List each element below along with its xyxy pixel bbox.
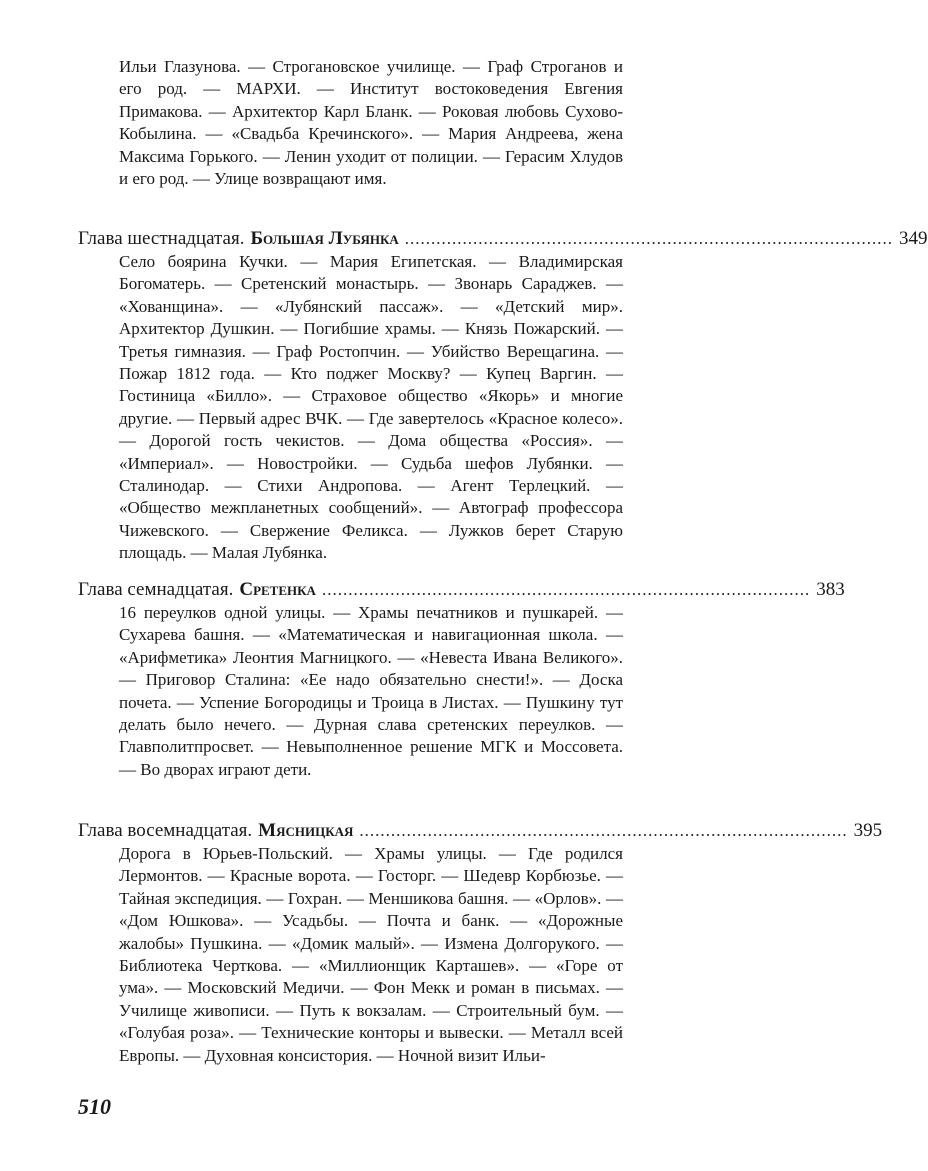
chapter-heading: [78, 227, 928, 251]
intro-text: Ильи Глазунова. — Строгановское училище. — Граф Строганов и его род. — МАРХИ. — Институт востоковедения Евгения Примакова. — Архитектор Карл Бланк. — Роковая любовь Сухово-Кобылина. — «Свадьба Кречинского». — Мария Андреева, жена Максима Горького. — Ленин уходит от полиции. — Герасим Хлудов и его род. — Улице возвращают имя.: [119, 57, 623, 189]
page-number: 510: [78, 1094, 111, 1119]
chapter-contents: Село боярина Кучки. — Мария Египетская. — Владимирская Богоматерь. — Сретенский монастырь. — Звонарь Сараджев. — «Хованщина». — «Лубянский пассаж». — «Детский мир». Архитектор Душкин. — Погибшие храмы. — Князь Пожарский. — Третья гимназия. — Граф Ростопчин. — Убийство Верещагина. — Пожар 1812 года. — Кто поджег Москву? — Купец Варгин. — Гостиница «Билло». — Страховое общество «Якорь» и многие другие. — Первый адрес ВЧК. — Где завертелось «Красное колесо». — Дорогой гость чекистов. — Дома общества «Россия». — «Империал». — Новостройки. — Судьба шефов Лубянки. — Сталинодар. — Стихи Андропова. — Агент Терлецкий. — «Общество межпланетных сообщений». — Автограф профессора Чижевского. — Свержение Феликса. — Лужков берет Старую площадь. — Малая Лубянка.: [119, 252, 623, 563]
chapter-caption: Глава восемнадцатая.: [78, 820, 253, 841]
chapter-page-number: 395: [853, 820, 883, 841]
chapter-16: [78, 227, 928, 565]
dot-leader: .............................................................................................: [321, 580, 811, 599]
chapter-contents: Дорога в Юрьев-Польский. — Храмы улицы. — Где родился Лермонтов. — Красные ворота. — Госторг. — Шедевр Корбюзье. — Тайная экспедиция. — Гохран. — Меншикова башня. — «Орлов». — «Дом Юшкова». — Усадьбы. — Почта и банк. — «Дорожные жалобы» Пушкина. — «Домик малый». — Измена Долгорукого. — Библиотека Черткова. — «Миллионщик Карташев». — «Горе от ума». — Московский Медичи. — Фон Мекк и роман в письмах. — Училище живописи. — Путь к вокзалам. — Строительный бум. — «Голубая роза». — Технические конторы и вывески. — Металл всей Европы. — Духовная консистория. — Ночной визит Ильи-: [119, 844, 623, 1065]
intro-block: [119, 56, 623, 190]
chapter-contents: 16 переулков одной улицы. — Храмы печатников и пушкарей. — Сухарева башня. — «Математическая и навигационная школа. — «Арифметика» Леонтия Магницкого. — «Невеста Ивана Великого». — Приговор Сталина: «Ее надо обязательно снести!». — Доска почета. — Успение Богородицы и Троица в Листах. — Пушкину тут делать было нечего. — Дурная слава сретенских переулков. — Главполитпросвет. — Невыполненное решение МГК и Моссовета. — Во дворах играют дети.: [119, 603, 623, 779]
chapter-18: [78, 819, 883, 1067]
chapter-page-number: 383: [816, 579, 845, 600]
dot-leader: .............................................................................................: [404, 229, 894, 248]
chapter-name: Большая Лубянка: [250, 228, 399, 249]
chapter-caption: Глава шестнадцатая.: [78, 228, 245, 249]
dot-leader: .............................................................................................: [359, 821, 848, 840]
chapter-name: Мясницкая: [258, 820, 354, 841]
chapter-heading: [78, 578, 845, 602]
chapter-caption: Глава семнадцатая.: [78, 579, 234, 600]
chapter-17: [78, 578, 845, 781]
chapter-heading: [78, 819, 883, 843]
chapter-page-number: 349: [899, 228, 928, 249]
chapter-name: Сретенка: [239, 579, 316, 600]
